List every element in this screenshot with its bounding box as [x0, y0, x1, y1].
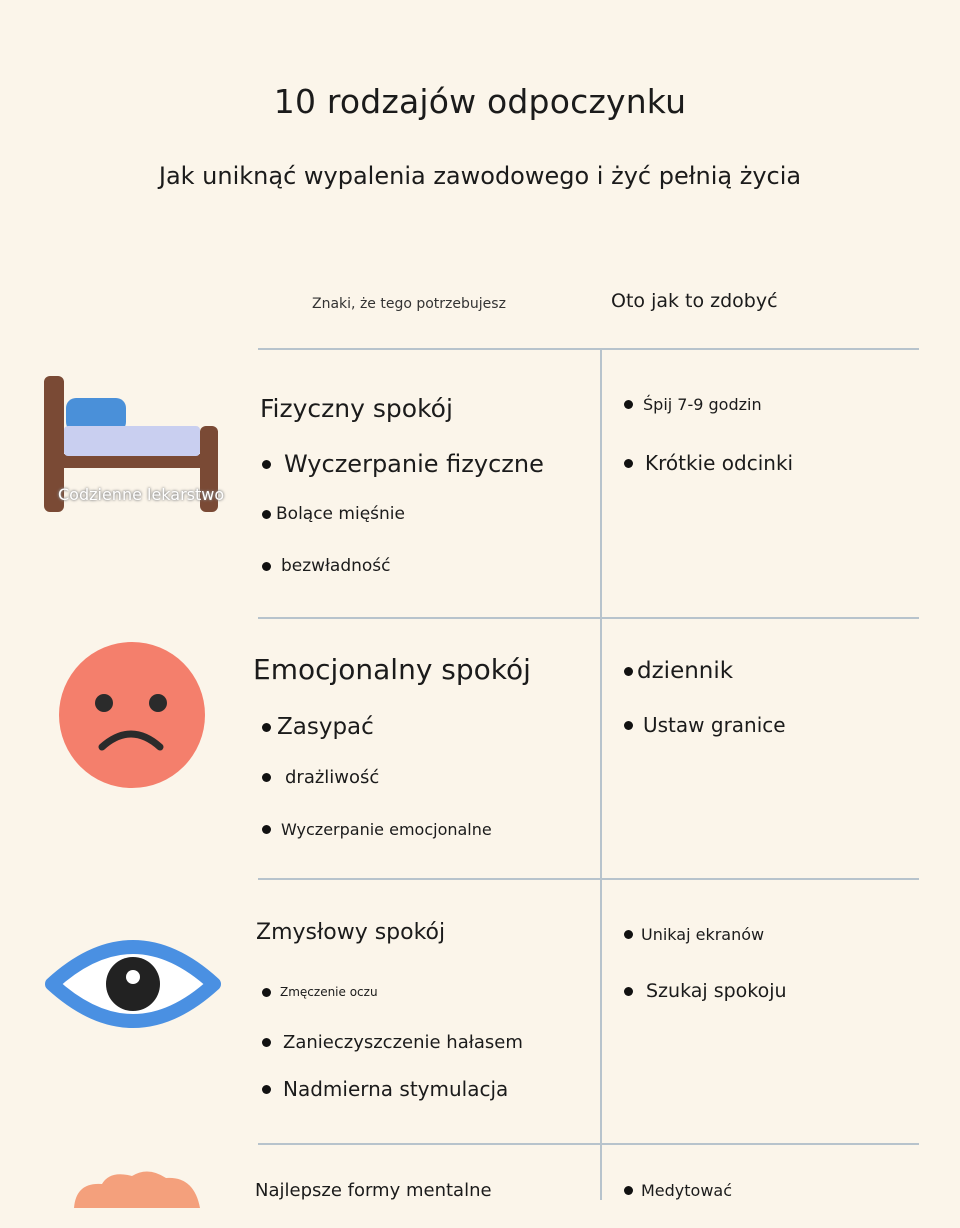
bullet-dot	[624, 459, 633, 468]
table-divider	[258, 1143, 919, 1145]
list-item: Zanieczyszczenie hałasem	[262, 1032, 523, 1053]
bullet-dot	[262, 460, 271, 469]
list-item: Wyczerpanie fizyczne	[262, 450, 544, 478]
list-item: bezwładność	[262, 556, 391, 576]
column-header-signs: Znaki, że tego potrzebujesz	[312, 296, 506, 312]
bullet-dot	[262, 1038, 271, 1047]
bullet-dot	[624, 667, 633, 676]
list-item: Wyczerpanie emocjonalne	[262, 820, 492, 839]
row-title-physical: Fizyczny spokój	[260, 394, 453, 423]
brain-icon	[68, 1168, 208, 1228]
bullet-dot	[262, 510, 271, 519]
bullet-dot	[262, 825, 271, 834]
bullet-dot	[624, 721, 633, 730]
list-item: Szukaj spokoju	[624, 980, 787, 1002]
bullet-dot	[262, 773, 271, 782]
sad-face-icon	[58, 641, 206, 789]
list-item: Ustaw granice	[624, 713, 786, 737]
table-divider	[258, 617, 919, 619]
list-item: Medytować	[624, 1181, 732, 1200]
row-title-sensory: Zmysłowy spokój	[256, 920, 446, 945]
list-item: dziennik	[624, 658, 733, 684]
bullet-dot	[624, 987, 633, 996]
list-item: Zmęczenie oczu	[262, 985, 378, 999]
bullet-dot	[624, 400, 633, 409]
page-subtitle: Jak uniknąć wypalenia zawodowego i żyć pełnią życia	[158, 162, 802, 190]
list-item: Unikaj ekranów	[624, 925, 764, 944]
page-title: 10 rodzajów odpoczynku	[273, 82, 687, 121]
bullet-dot	[262, 1085, 271, 1094]
bullet-dot	[624, 1186, 633, 1195]
list-item: Nadmierna stymulacja	[262, 1077, 508, 1101]
bullet-dot	[262, 723, 271, 732]
list-item: Zasypać	[262, 714, 374, 740]
row-title-emotional: Emocjonalny spokój	[253, 653, 531, 686]
list-item: Śpij 7-9 godzin	[624, 395, 762, 414]
column-header-how: Oto jak to zdobyć	[611, 290, 778, 312]
eye-icon	[44, 928, 222, 1040]
bullet-dot	[624, 930, 633, 939]
list-item: Bolące mięśnie	[262, 504, 405, 524]
bullet-dot	[262, 988, 271, 997]
bed-icon-caption: Codzienne lekarstwo	[58, 485, 225, 504]
list-item: Krótkie odcinki	[624, 451, 793, 475]
table-column-divider	[600, 350, 602, 1200]
list-item: drażliwość	[262, 767, 379, 788]
table-divider	[258, 348, 919, 350]
table-divider	[258, 878, 919, 880]
bullet-dot	[262, 562, 271, 571]
row-title-mental: Najlepsze formy mentalne	[255, 1180, 492, 1201]
